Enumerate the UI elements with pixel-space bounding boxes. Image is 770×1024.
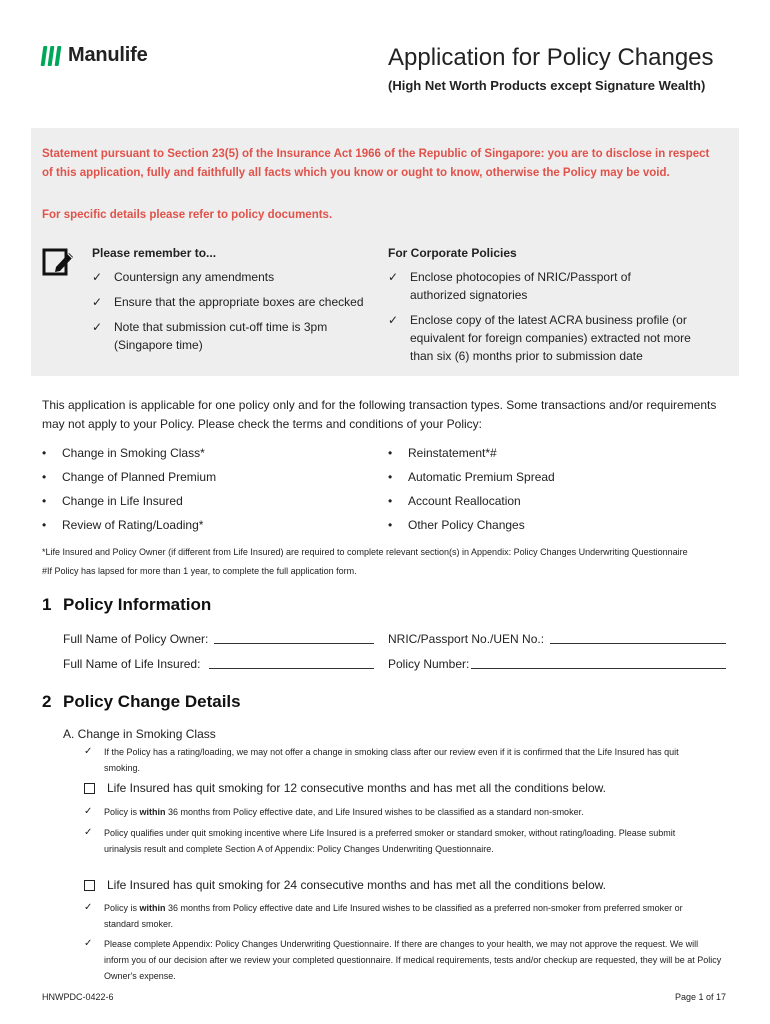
list-item: ✓ Note that submission cut-off time is 3pm (Singapore time) [92, 320, 328, 352]
option-12-months[interactable]: Life Insured has quit smoking for 12 consecutive months and has met all the conditions below. [84, 781, 606, 795]
intro-text: This application is applicable for one policy only and for the following transaction types. Some transactions and/or requirements may not apply to your Policy. Please check the terms and conditions of your Policy: [42, 398, 717, 431]
rating-note: ✓ If the Policy has a rating/loading, we may not offer a change in smoking class after our review even if it is confirmed that the Life Insured has quit smoking. [84, 744, 684, 776]
list-item: • Reinstatement*# [388, 446, 497, 460]
form-code: HNWPDC-0422-6 [42, 992, 114, 1002]
check-icon: ✓ [92, 295, 103, 309]
policy-number-label: Policy Number: [388, 657, 470, 671]
option-12-condition-2: ✓ Policy qualifies under quit smoking incentive where Life Insured is a preferred smoker or standard smoker, without rating/loading. Please submit urinalysis result and complete Section A of Appendix: Policy Changes Underwriting Questionnaire. [84, 825, 684, 857]
logo-text: Manulife [68, 44, 148, 66]
transaction-list-left [42, 446, 372, 532]
list-item: ✓ Enclose copy of the latest ACRA business profile (or equivalent for foreign companies) extracted not more than six (6) months prior to submission date [388, 313, 691, 363]
section-heading-policy-change-details: 2 Policy Change Details [42, 692, 241, 711]
section-heading-policy-information: 1 Policy Information [42, 595, 212, 614]
check-icon: ✓ [84, 746, 93, 757]
insured-name-field[interactable] [209, 668, 374, 669]
disclosure-statement: Statement pursuant to Section 23(5) of the Insurance Act 1966 of the Republic of Singapore: you are to disclose in respect of this application, fully and faithfully all facts which you know or ought to know, otherwise the Policy may be void. [42, 148, 710, 179]
list-item: • Automatic Premium Spread [388, 470, 555, 484]
option-24-condition-2: ✓ Please complete Appendix: Policy Changes Underwriting Questionnaire. If there are changes to your health, we may not approve the request. We will inform you of our decision after we review your completed questionnaire. If medical requirements, tests and/or checkup are requested, they will be at Policy Owner's expense. [84, 936, 724, 984]
check-icon: ✓ [84, 902, 93, 913]
remember-heading: Please remember to... [92, 246, 217, 260]
list-item: • Review of Rating/Loading* [42, 518, 204, 532]
insured-name-label: Full Name of Life Insured: [63, 657, 201, 671]
checkbox[interactable] [84, 783, 95, 794]
check-icon: ✓ [388, 270, 399, 284]
page-subtitle: (High Net Worth Products except Signature Wealth) [388, 78, 706, 93]
option-24-months[interactable]: Life Insured has quit smoking for 24 consecutive months and has met all the conditions below. [84, 878, 606, 892]
check-icon: ✓ [92, 270, 103, 284]
list-item: ✓ Ensure that the appropriate boxes are checked [92, 295, 364, 309]
transaction-list-right [388, 446, 718, 532]
list-item: ✓ Countersign any amendments [92, 270, 275, 284]
footnote: *Life Insured and Policy Owner (if different from Life Insured) are required to complete relevant section(s) in Appendix: Policy Changes Underwriting Questionnaire [42, 547, 688, 557]
remember-list [92, 268, 377, 354]
check-icon: ✓ [388, 313, 399, 327]
list-item: • Change of Planned Premium [42, 470, 217, 484]
list-item: • Change in Life Insured [42, 494, 183, 508]
list-item: • Other Policy Changes [388, 518, 525, 532]
nric-label: NRIC/Passport No./UEN No.: [388, 632, 545, 646]
manulife-logo-icon [42, 46, 60, 66]
policy-number-field[interactable] [471, 668, 726, 669]
footnote: #If Policy has lapsed for more than 1 year, to complete the full application form. [42, 566, 357, 576]
list-item: • Account Reallocation [388, 494, 521, 508]
nric-field[interactable] [550, 643, 726, 644]
subsection-smoking-class: A. Change in Smoking Class [63, 727, 216, 741]
manulife-logo [42, 44, 148, 67]
checkbox[interactable] [84, 880, 95, 891]
option-12-condition-1: ✓ Policy is within 36 months from Policy effective date, and Life Insured wishes to be classified as a standard non-smoker. [84, 804, 714, 820]
owner-name-label: Full Name of Policy Owner: [63, 632, 209, 646]
list-item: ✓ Enclose photocopies of NRIC/Passport of authorized signatories [388, 270, 631, 302]
check-icon: ✓ [84, 827, 93, 838]
page-title: Application for Policy Changes [388, 44, 714, 71]
option-24-condition-1: ✓ Policy is within 36 months from Policy effective date and Life Insured wishes to be classified as a preferred non-smoker from preferred smoker or standard smoker. [84, 900, 714, 932]
edit-document-icon [42, 245, 74, 277]
check-icon: ✓ [92, 320, 103, 334]
policy-documents-note: For specific details please refer to policy documents. [42, 209, 333, 221]
owner-name-field[interactable] [214, 643, 374, 644]
page-number: Page 1 of 17 [674, 992, 726, 1002]
check-icon: ✓ [84, 938, 93, 949]
corporate-heading: For Corporate Policies [388, 246, 517, 260]
corporate-list [388, 268, 708, 365]
list-item: • Change in Smoking Class* [42, 446, 205, 460]
check-icon: ✓ [84, 806, 93, 817]
